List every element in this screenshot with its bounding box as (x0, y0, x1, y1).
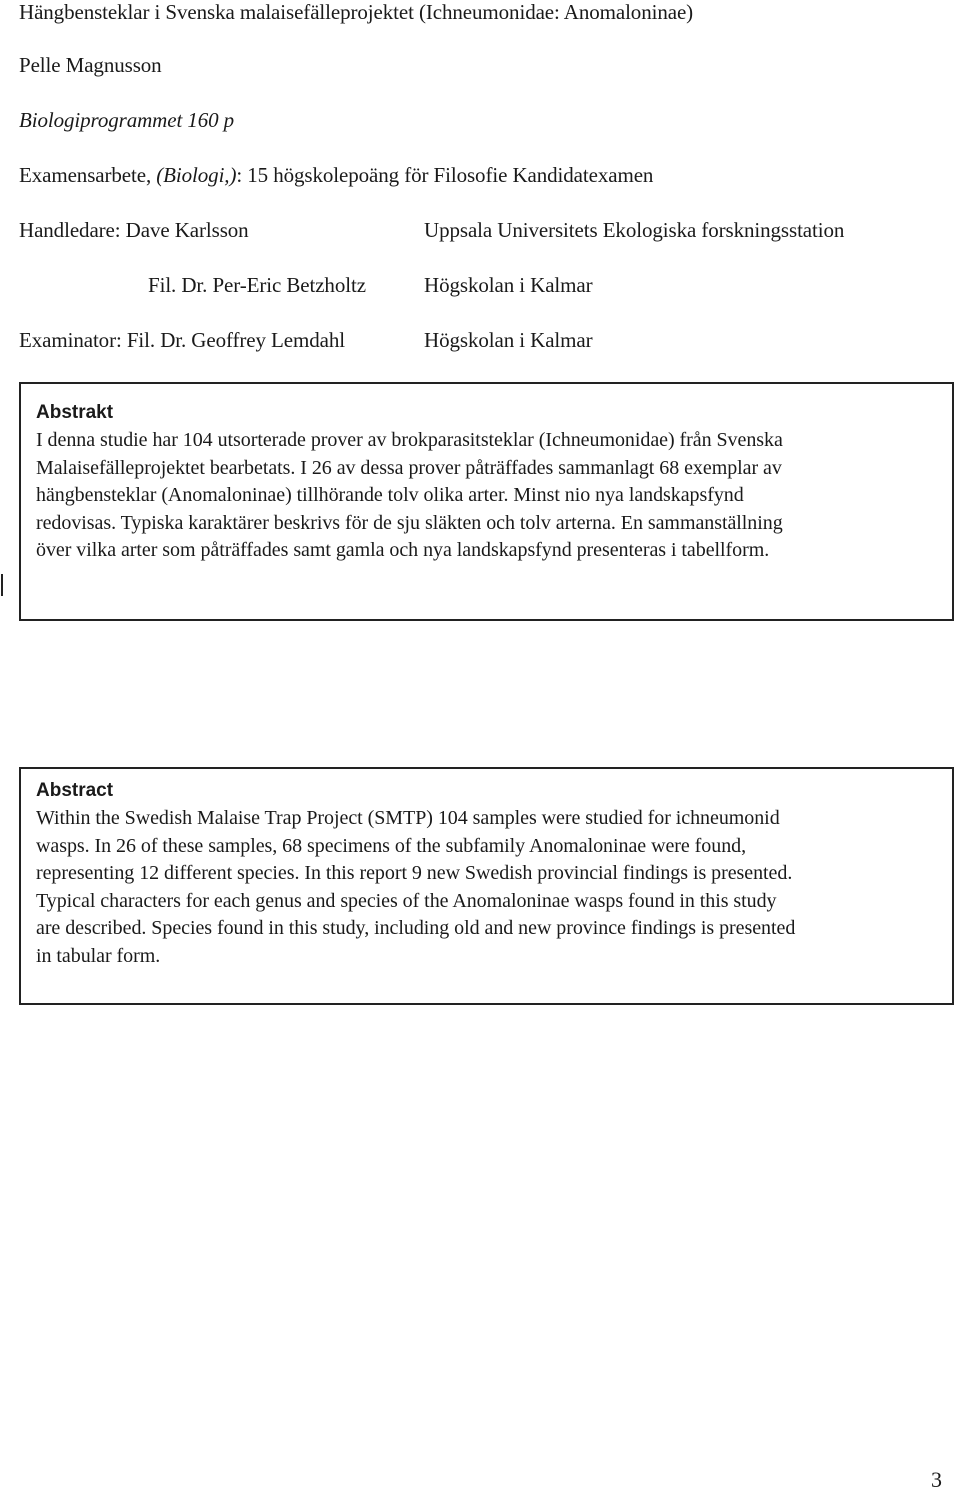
document-title: Hängbensteklar i Svenska malaisefälleprojektet (Ichneumonidae: Anomaloninae) (19, 0, 694, 24)
cosupervisor-label: Fil. Dr. Per-Eric Betzholtz (148, 273, 366, 297)
supervisor-affiliation: Uppsala Universitets Ekologiska forskningsstation (424, 218, 845, 242)
abstrakt-box (19, 382, 954, 621)
page-number: 3 (931, 1467, 942, 1492)
examiner-label: Examinator: Fil. Dr. Geoffrey Lemdahl (19, 328, 345, 352)
exam-line (19, 163, 653, 187)
abstrakt-body: I denna studie har 104 utsorterade prover av brokparasitsteklar (Ichneumonidae) från Svenska Malaisefälleprojektet bearbetats. I 26 av dessa prover påträffades sammanlagt 68 exemplar av hängbensteklar (Anomaloninae) tillhörande tolv olika arter. Minst nio nya landskapsfynd redovisas. Typiska karaktärer beskrivs för de sju släkten och tolv arterna. En sammanställning över vilka arter som påträffades samt gamla och nya landskapsfynd presenteras i tabellform. (36, 429, 783, 561)
exam-prefix: Examensarbete, (19, 163, 157, 187)
supervisor-label: Handledare: Dave Karlsson (19, 218, 249, 242)
abstrakt-heading: Abstrakt (36, 402, 114, 423)
cosupervisor-affiliation: Högskolan i Kalmar (424, 273, 593, 297)
examiner-affiliation: Högskolan i Kalmar (424, 328, 593, 352)
author-name: Pelle Magnusson (19, 53, 162, 77)
text-cursor-marker (1, 574, 3, 596)
exam-suffix: : 15 högskolepoäng för Filosofie Kandidatexamen (236, 163, 654, 187)
abstract-heading: Abstract (36, 780, 114, 801)
exam-subject: (Biologi,) (156, 163, 237, 187)
abstract-box (19, 767, 954, 1005)
abstract-body: Within the Swedish Malaise Trap Project (SMTP) 104 samples were studied for ichneumonid wasps. In 26 of these samples, 68 specimens of the subfamily Anomaloninae were found, representing 12 different species. In this report 9 new Swedish provincial findings is presented. Typical characters for each genus and species of the Anomaloninae wasps found in this study are described. Species found in this study, including old and new province findings is presented in tabular form. (36, 807, 796, 967)
program-name: Biologiprogrammet 160 p (19, 108, 235, 132)
